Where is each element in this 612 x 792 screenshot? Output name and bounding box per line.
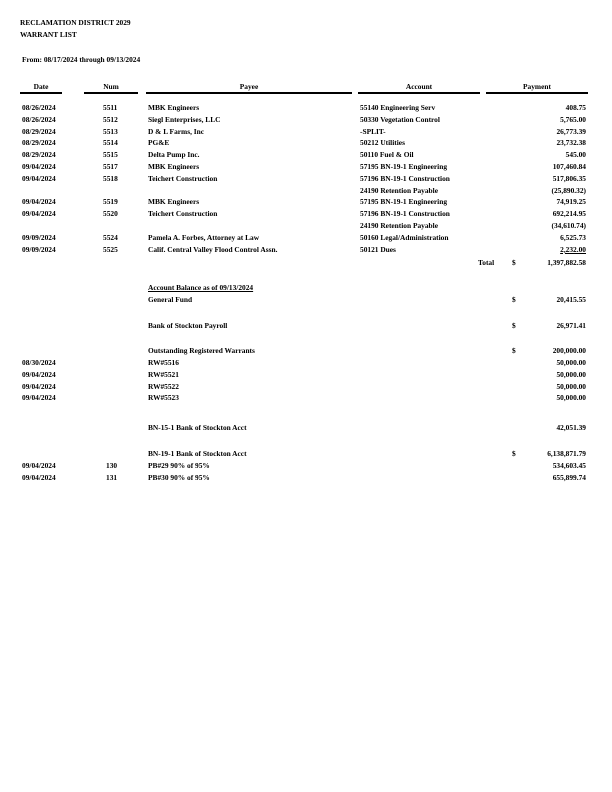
payment-date: 09/04/2024 (22, 461, 56, 470)
row-date: 09/09/2024 (22, 232, 56, 242)
row-payment: 6,525.73 (560, 232, 586, 242)
row-payee: Siegl Enterprises, LLC (148, 114, 221, 124)
row-date: 09/04/2024 (22, 209, 56, 219)
payment-date: 09/04/2024 (22, 472, 56, 482)
payment-num: 131 (106, 472, 118, 482)
row-date: 09/04/2024 (22, 173, 56, 183)
row-payment: 517,806.35 (552, 173, 586, 183)
row-account: 50121 Dues (360, 244, 396, 254)
row-payee: MBK Engineers (148, 103, 200, 112)
document-subtitle: WARRANT LIST (20, 30, 77, 39)
bn151-value: 42,051.39 (556, 423, 586, 432)
outstanding-value: 200,000.00 (552, 346, 586, 355)
total-label: Total (478, 258, 495, 267)
row-payee: PG&E (148, 138, 170, 148)
warrant-amount: 50,000.00 (556, 369, 586, 379)
warrant-date: 09/04/2024 (22, 381, 56, 391)
warrant-date: 09/04/2024 (22, 369, 56, 379)
row-account: 57195 BN-19-1 Engineering (360, 162, 448, 171)
row-payment: 74,919.25 (556, 197, 586, 207)
payment-amount: 655,899.74 (552, 472, 586, 482)
row-payment: 5,765.00 (560, 114, 586, 124)
row-date: 08/26/2024 (22, 114, 56, 124)
warrant-ref: RW#5516 (148, 358, 179, 367)
row-account: 24190 Retention Payable (360, 185, 439, 195)
total-currency: $ (512, 258, 516, 267)
bn151-label: BN-15-1 Bank of Stockton Acct (148, 423, 247, 432)
bn191-value: 6,138,871.79 (547, 449, 586, 458)
row-payee: Teichert Construction (148, 173, 218, 183)
row-payee: D & L Farms, Inc (148, 126, 205, 136)
column-header-num: Num (84, 82, 138, 94)
row-account: 57195 BN-19-1 Engineering (360, 197, 448, 207)
row-payee: Delta Pump Inc. (148, 150, 200, 160)
column-header-date: Date (20, 82, 62, 94)
currency-symbol: $ (512, 346, 516, 355)
document-title: RECLAMATION DISTRICT 2029 (20, 18, 131, 27)
total-value: 1,397,882.58 (547, 258, 586, 267)
payroll-label: Bank of Stockton Payroll (148, 321, 228, 330)
row-account: 50110 Fuel & Oil (360, 150, 414, 160)
currency-symbol: $ (512, 321, 516, 330)
row-num: 5525 (103, 244, 118, 254)
row-date: 08/29/2024 (22, 126, 56, 136)
row-num: 5513 (103, 126, 118, 136)
outstanding-label: Outstanding Registered Warrants (148, 346, 255, 355)
warrant-ref: RW#5521 (148, 369, 179, 379)
row-payee: MBK Engineers (148, 162, 200, 171)
row-num: 5518 (103, 173, 118, 183)
row-date: 09/04/2024 (22, 162, 56, 171)
currency-symbol: $ (512, 295, 516, 304)
row-payment: 408.75 (565, 103, 586, 112)
row-payee: Pamela A. Forbes, Attorney at Law (148, 232, 260, 242)
row-account: 57196 BN-19-1 Construction (360, 173, 450, 183)
warrant-amount: 50,000.00 (556, 381, 586, 391)
row-date: 09/09/2024 (22, 244, 56, 254)
general-fund-label: General Fund (148, 295, 193, 304)
row-date: 08/29/2024 (22, 150, 56, 160)
row-account: -SPLIT- (360, 126, 386, 136)
currency-symbol: $ (512, 449, 516, 458)
row-date: 09/04/2024 (22, 197, 56, 207)
row-num: 5515 (103, 150, 118, 160)
row-payment: 545.00 (565, 150, 586, 160)
row-account: 50330 Vegetation Control (360, 114, 440, 124)
warrant-amount: 50,000.00 (556, 358, 586, 367)
general-fund-value: 20,415.55 (556, 295, 586, 304)
row-payment: 26,773.39 (556, 126, 586, 136)
column-header-payee: Payee (146, 82, 352, 94)
row-num: 5520 (103, 209, 118, 219)
payment-num: 130 (106, 461, 118, 470)
column-header-payment: Payment (486, 82, 588, 94)
row-num: 5519 (103, 197, 118, 207)
payment-desc: PB#30 90% of 95% (148, 472, 210, 482)
date-range: From: 08/17/2024 through 09/13/2024 (22, 55, 141, 64)
warrant-date: 08/30/2024 (22, 358, 56, 367)
payment-amount: 534,603.45 (552, 461, 586, 470)
row-payment: 692,214.95 (552, 209, 586, 219)
row-num: 5517 (103, 162, 118, 171)
row-payment: 2,232.00 (560, 244, 586, 254)
row-payment: (25,890.32) (551, 185, 586, 195)
row-date: 08/29/2024 (22, 138, 56, 148)
row-account: 55140 Engineering Serv (360, 103, 436, 112)
row-payment: 23,732.38 (556, 138, 586, 148)
warrant-ref: RW#5522 (148, 381, 179, 391)
bn191-label: BN-19-1 Bank of Stockton Acct (148, 449, 247, 458)
row-num: 5514 (103, 138, 118, 148)
warrant-date: 09/04/2024 (22, 393, 56, 403)
row-date: 08/26/2024 (22, 103, 56, 112)
row-payee: MBK Engineers (148, 197, 200, 207)
row-payee: Teichert Construction (148, 209, 218, 219)
row-num: 5512 (103, 114, 118, 124)
warrant-ref: RW#5523 (148, 393, 179, 403)
row-account: 50212 Utilities (360, 138, 405, 148)
row-num: 5511 (103, 103, 118, 112)
balance-heading: Account Balance as of 09/13/2024 (148, 283, 254, 292)
row-payment: 107,460.84 (552, 162, 586, 171)
payment-desc: PB#29 90% of 95% (148, 461, 210, 470)
payroll-value: 26,971.41 (556, 321, 586, 330)
row-num: 5524 (103, 232, 118, 242)
row-account: 57196 BN-19-1 Construction (360, 209, 450, 219)
row-account: 50160 Legal/Administration (360, 232, 449, 242)
row-payee: Calif. Central Valley Flood Control Assn. (148, 244, 278, 254)
column-header-account: Account (358, 82, 480, 94)
row-payment: (34,610.74) (551, 221, 586, 230)
row-account: 24190 Retention Payable (360, 221, 439, 230)
warrant-amount: 50,000.00 (556, 393, 586, 403)
